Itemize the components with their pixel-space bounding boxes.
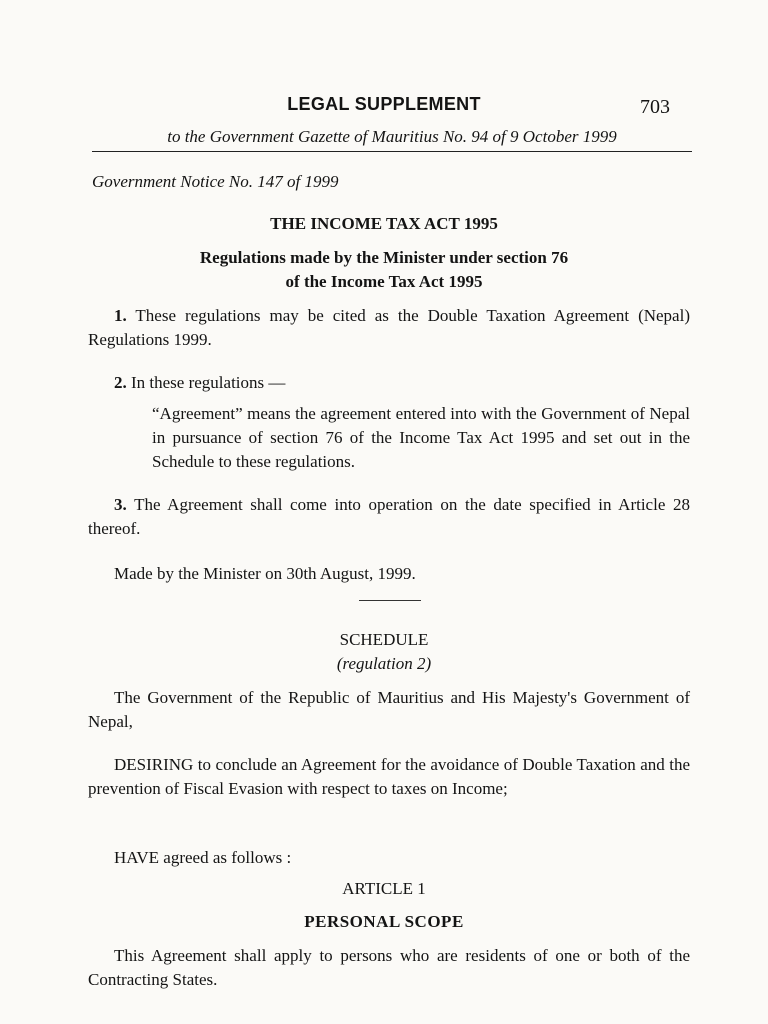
section-text: The Agreement shall come into operation on the date specified in Article 28 thereof.: [88, 495, 690, 538]
section-number: 1.: [114, 306, 127, 325]
article-text: This Agreement shall apply to persons who are residents of one or both of the Contracting States.: [88, 946, 690, 989]
section-text: In these regulations —: [131, 373, 286, 392]
act-title: THE INCOME TAX ACT 1995: [270, 214, 498, 233]
preamble-parties: The Government of the Republic of Mauritius and His Majesty's Government of Nepal,: [88, 688, 690, 731]
supplement-title: LEGAL SUPPLEMENT: [287, 94, 481, 114]
schedule-subtitle: (regulation 2): [336, 654, 432, 673]
page-number: 703: [640, 96, 670, 118]
made-by-line: Made by the Minister on 30th August, 1999.: [114, 564, 416, 583]
header-rule: [92, 151, 692, 152]
section-text: These regulations may be cited as the Double Taxation Agreement (Nepal) Regulations 1999.: [88, 306, 690, 349]
regulations-heading-line2: of the Income Tax Act 1995: [285, 272, 483, 291]
preamble-agreed: HAVE agreed as follows :: [114, 848, 292, 867]
section-2: [88, 371, 690, 395]
section-number: 2.: [114, 373, 127, 392]
section-separator: [359, 600, 421, 601]
section-3: [88, 493, 690, 541]
preamble-desiring: DESIRING to conclude an Agreement for the avoidance of Double Taxation and the prevention of Fiscal Evasion with respect to taxes on Income;: [88, 755, 690, 798]
gazette-subtitle: to the Government Gazette of Mauritius No. 94 of 9 October 1999: [167, 127, 617, 146]
section-number: 3.: [114, 495, 127, 514]
section-1: [88, 304, 690, 352]
government-notice: Government Notice No. 147 of 1999: [92, 172, 339, 191]
schedule-title: SCHEDULE: [339, 630, 429, 649]
article-title: PERSONAL SCOPE: [304, 912, 464, 931]
regulations-heading-line1: Regulations made by the Minister under section 76: [199, 248, 569, 267]
agreement-definition: “Agreement” means the agreement entered into with the Government of Nepal in pursuance of section 76 of the Income Tax Act 1995 and set out in the Schedule to these regulations.: [152, 404, 690, 471]
article-number: ARTICLE 1: [342, 879, 426, 898]
